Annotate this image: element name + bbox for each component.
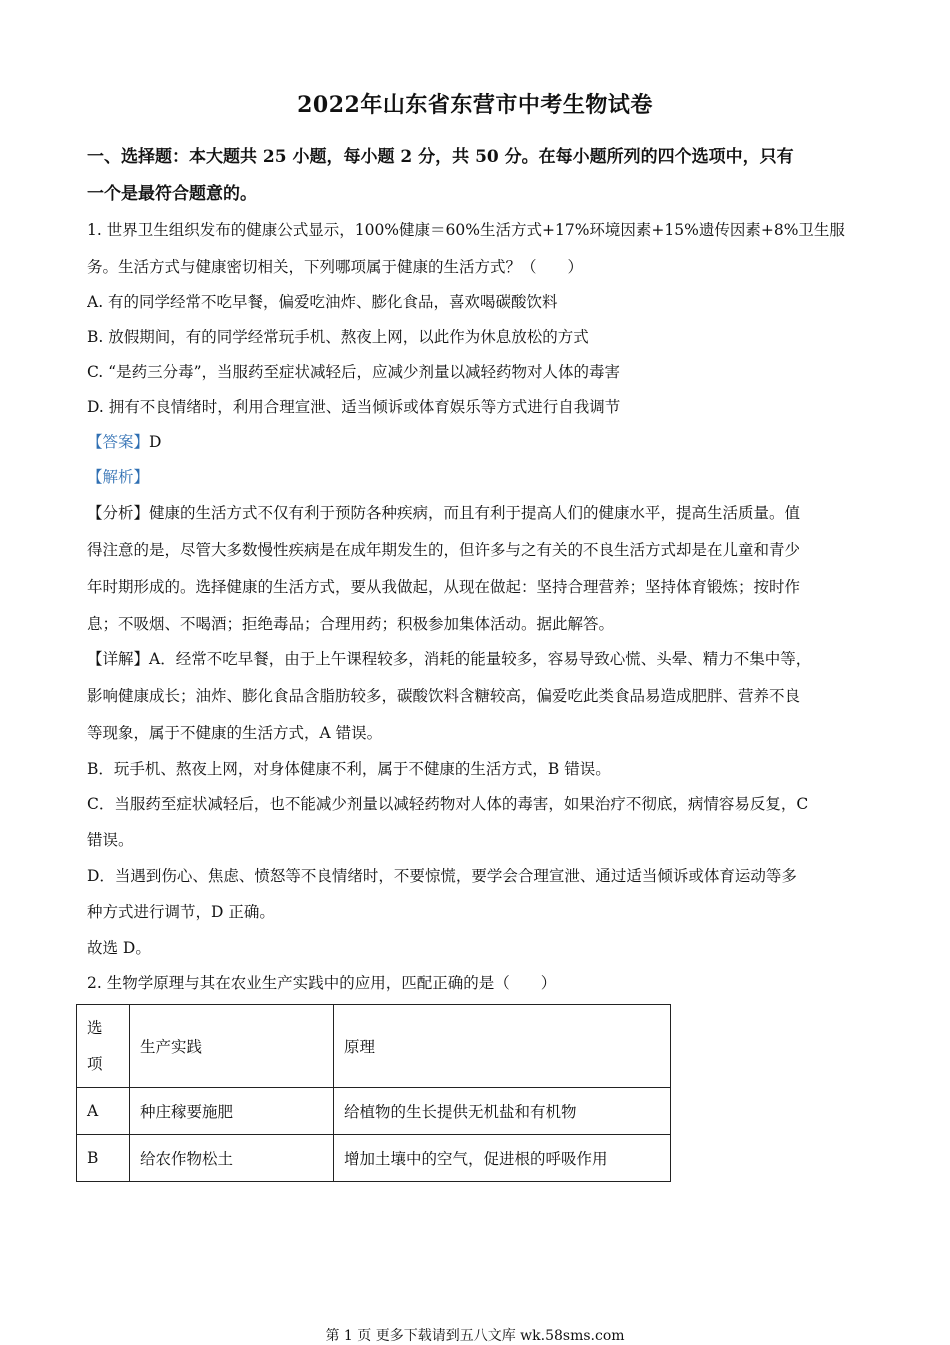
page-footer: 第 1 页 更多下载请到五八文库 wk.58sms.com <box>325 1328 625 1344</box>
q1-conclusion: 故选 D。 <box>87 939 151 957</box>
analysis-tag: 【解析】 <box>87 468 150 486</box>
q1-fenxi-line4: 息；不吸烟、不喝酒；拒绝毒品；合理用药；积极参加集体活动。据此解答。 <box>87 615 615 633</box>
table-header-row <box>77 1005 671 1088</box>
q1-fenxi-line2: 得注意的是，尽管大多数慢性疾病是在成年期发生的，但许多与之有关的不良生活方式却是在儿童和青少 <box>87 541 801 559</box>
q1-xiangjie-b: B．玩手机、熬夜上网，对身体健康不利，属于不健康的生活方式，B 错误。 <box>87 760 611 778</box>
header-option-b: 项 <box>87 1055 103 1073</box>
q1-answer <box>87 432 877 452</box>
row-option: A <box>77 1088 130 1135</box>
row-principle: 增加土壤中的空气，促进根的呼吸作用 <box>334 1135 671 1182</box>
q1-option-c: C. “是药三分毒”，当服药至症状减轻后，应减少剂量以减轻药物对人体的毒害 <box>87 363 621 381</box>
page-title: 2022年山东省东营市中考生物试卷 <box>297 92 653 118</box>
row-option: B <box>77 1135 130 1182</box>
q1-fenxi-line3: 年时期形成的。选择健康的生活方式，要从我做起，从现在做起：坚持合理营养；坚持体育锻炼；按时作 <box>87 578 801 596</box>
header-practice: 生产实践 <box>130 1005 334 1088</box>
q1-xiangjie-c2: 错误。 <box>87 831 134 849</box>
answer-tag: 【答案】 <box>87 433 150 451</box>
q1-option-a: A. 有的同学经常不吃早餐，偏爱吃油炸、膨化食品，喜欢喝碳酸饮料 <box>87 293 558 311</box>
row-practice: 给农作物松土 <box>130 1135 334 1182</box>
section-heading-line2: 一个是最符合题意的。 <box>87 184 257 204</box>
table-row <box>77 1088 671 1135</box>
q1-option-b: B. 放假期间，有的同学经常玩手机、熬夜上网，以此作为休息放松的方式 <box>87 328 589 346</box>
header-option-cell <box>77 1005 130 1088</box>
q1-stem-line2: 务。生活方式与健康密切相关，下列哪项属于健康的生活方式？（ ） <box>87 258 584 276</box>
q1-xiangjie-line2: 影响健康成长；油炸、膨化食品含脂肪较多，碳酸饮料含糖较高，偏爱吃此类食品易造成肥胖、营养不良 <box>87 687 801 705</box>
q2-table <box>76 1004 671 1182</box>
q2-stem: 2. 生物学原理与其在农业生产实践中的应用，匹配正确的是（ ） <box>87 974 557 992</box>
table-row <box>77 1135 671 1182</box>
q1-stem-line1: 1. 世界卫生组织发布的健康公式显示，100%健康＝60%生活方式+17%环境因素+15%遗传因素+8%卫生服 <box>87 221 845 239</box>
q1-xiangjie-c1: C．当服药至症状减轻后，也不能减少剂量以减轻药物对人体的毒害，如果治疗不彻底，病情容易反复，C <box>87 795 809 813</box>
q1-xiangjie-d1: D．当遇到伤心、焦虑、愤怒等不良情绪时，不要惊慌，要学会合理宣泄、通过适当倾诉或体育运动等多 <box>87 867 797 885</box>
q1-xiangjie-line1: 【详解】A．经常不吃早餐，由于上午课程较多，消耗的能量较多，容易导致心慌、头晕、精力不集中等， <box>87 650 812 668</box>
q1-xiangjie-d2: 种方式进行调节，D 正确。 <box>87 903 275 921</box>
header-principle: 原理 <box>334 1005 671 1088</box>
answer-value: D <box>149 433 162 451</box>
q1-option-d: D. 拥有不良情绪时，利用合理宣泄、适当倾诉或体育娱乐等方式进行自我调节 <box>87 398 621 416</box>
header-option-a: 选 <box>87 1019 103 1037</box>
section-heading-line1: 一、选择题：本大题共 25 小题，每小题 2 分，共 50 分。在每小题所列的四个选项中，只有 <box>87 147 794 167</box>
q1-fenxi-line1: 【分析】健康的生活方式不仅有利于预防各种疾病，而且有利于提高人们的健康水平，提高生活质量。值 <box>87 504 801 522</box>
q1-xiangjie-line3: 等现象，属于不健康的生活方式，A 错误。 <box>87 724 383 742</box>
row-principle: 给植物的生长提供无机盐和有机物 <box>334 1088 671 1135</box>
row-practice: 种庄稼要施肥 <box>130 1088 334 1135</box>
